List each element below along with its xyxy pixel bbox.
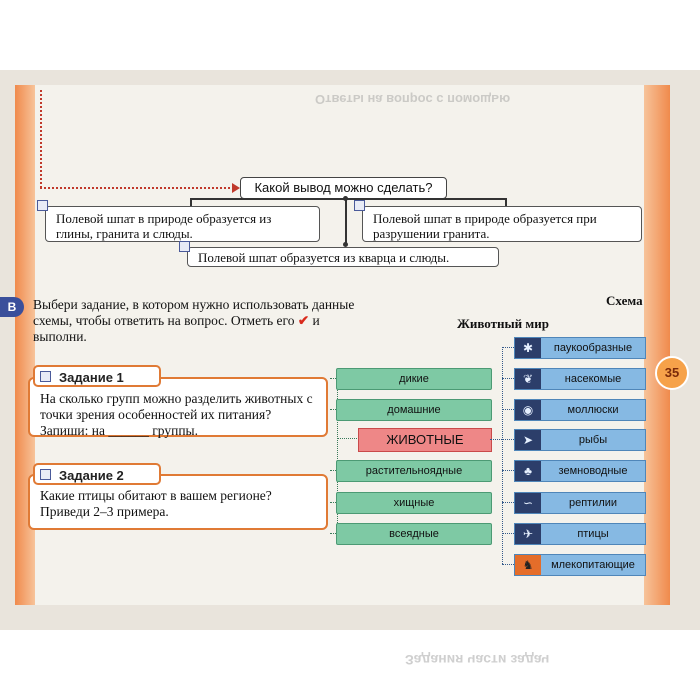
tree-line-drop-left: [190, 198, 192, 206]
category-connector: [502, 470, 514, 471]
bleed-through-text-bottom: Задания части задач: [405, 652, 550, 668]
dotted-connector-horizontal: [40, 187, 238, 189]
task-2-title-text: Задание 2: [59, 468, 124, 483]
category-connector: [502, 439, 514, 440]
tree-line-drop-right: [505, 198, 507, 206]
scheme-subtitle: Животный мир: [457, 316, 549, 331]
task-2-text: Какие птицы обитают в вашем регионе? Приведи 2–3 примера.: [40, 488, 272, 519]
category-label: паукообразные: [553, 342, 633, 354]
category-fish: [514, 429, 646, 451]
category-reptiles: [514, 492, 646, 514]
diet-group-omnivores: всеядные: [336, 523, 492, 545]
category-label: млекопитающие: [551, 559, 635, 571]
category-insects: [514, 368, 646, 390]
tree-line-left: [190, 198, 345, 200]
category-molluscs: [514, 399, 646, 421]
diet-group-wild: дикие: [336, 368, 492, 390]
category-arachnids: [514, 337, 646, 359]
frog-icon: ♣: [515, 461, 541, 481]
section-badge: В: [0, 297, 24, 317]
answer-option-3: [187, 247, 499, 267]
category-connector-root: [490, 439, 502, 440]
insect-icon: ❦: [515, 369, 541, 389]
task-1-title-text: Задание 1: [59, 370, 124, 385]
scheme-root-animals: ЖИВОТНЫЕ: [358, 428, 492, 452]
category-connector: [502, 564, 514, 565]
task-1-checkbox[interactable]: [40, 371, 51, 382]
page-number-badge: 35: [655, 356, 689, 390]
arrow-head-icon: [232, 183, 240, 193]
spider-icon: ✱: [515, 338, 541, 358]
tree-line-trunk: [345, 198, 347, 246]
task-2-title[interactable]: [33, 463, 161, 485]
fish-icon: ➤: [515, 430, 541, 450]
bleed-through-text-top: Ответы на вопрос с помощью: [315, 92, 511, 107]
tree-line-right: [345, 198, 505, 200]
answer-option-1-text: Полевой шпат в природе образуется из глины, гранита и слюды.: [56, 211, 272, 241]
scheme-title: Схема: [606, 293, 643, 308]
answer-option-3-text: Полевой шпат образуется из кварца и слюды.: [198, 250, 450, 265]
snail-icon: ◉: [515, 400, 541, 420]
answer-option-1-checkbox[interactable]: [37, 200, 48, 211]
category-label: рыбы: [578, 434, 608, 446]
category-connector: [502, 409, 514, 410]
tree-node-dot: [343, 196, 348, 201]
answer-option-3-checkbox[interactable]: [179, 241, 190, 252]
category-label: земноводные: [558, 465, 628, 477]
answer-option-2-checkbox[interactable]: [354, 200, 365, 211]
answer-option-2: [362, 206, 642, 242]
answer-option-2-text: Полевой шпат в природе образуется при разрушении гранита.: [373, 211, 597, 241]
category-connector: [502, 347, 514, 348]
category-birds: [514, 523, 646, 545]
task-1-title[interactable]: [33, 365, 161, 387]
answer-option-1: [45, 206, 320, 242]
category-mammals: [514, 554, 646, 576]
category-amphibians: [514, 460, 646, 482]
elephant-icon: ♞: [515, 555, 541, 575]
right-page-edge: [644, 85, 670, 605]
category-label: птицы: [577, 528, 609, 540]
diet-group-predators: хищные: [336, 492, 492, 514]
category-label: рептилии: [568, 497, 618, 509]
category-label: насекомые: [564, 373, 622, 385]
category-label: моллюски: [567, 404, 619, 416]
category-connector: [502, 533, 514, 534]
diet-group-herbivores: растительноядные: [336, 460, 492, 482]
instruction-main: Выбери задание, в котором нужно использовать данные схемы, чтобы ответить на вопрос. Отметь его: [33, 297, 355, 328]
lizard-icon: ∽: [515, 493, 541, 513]
diet-group-domestic: домашние: [336, 399, 492, 421]
question-box: Какой вывод можно сделать?: [240, 177, 447, 199]
task-1-text: На сколько групп можно разделить животных с точки зрения особенностей их питания? Запиши: на ______ группы.: [40, 391, 313, 438]
instruction-end: и выполни.: [33, 313, 320, 344]
checkmark-icon: ✔: [297, 313, 310, 328]
instruction-text: [33, 297, 363, 345]
category-connector: [502, 378, 514, 379]
category-connector: [502, 502, 514, 503]
category-connector-vertical: [502, 347, 503, 564]
diet-connector-root: [337, 438, 359, 439]
bird-icon: ✈: [515, 524, 541, 544]
task-2-checkbox[interactable]: [40, 469, 51, 480]
dotted-connector-vertical: [40, 90, 42, 188]
